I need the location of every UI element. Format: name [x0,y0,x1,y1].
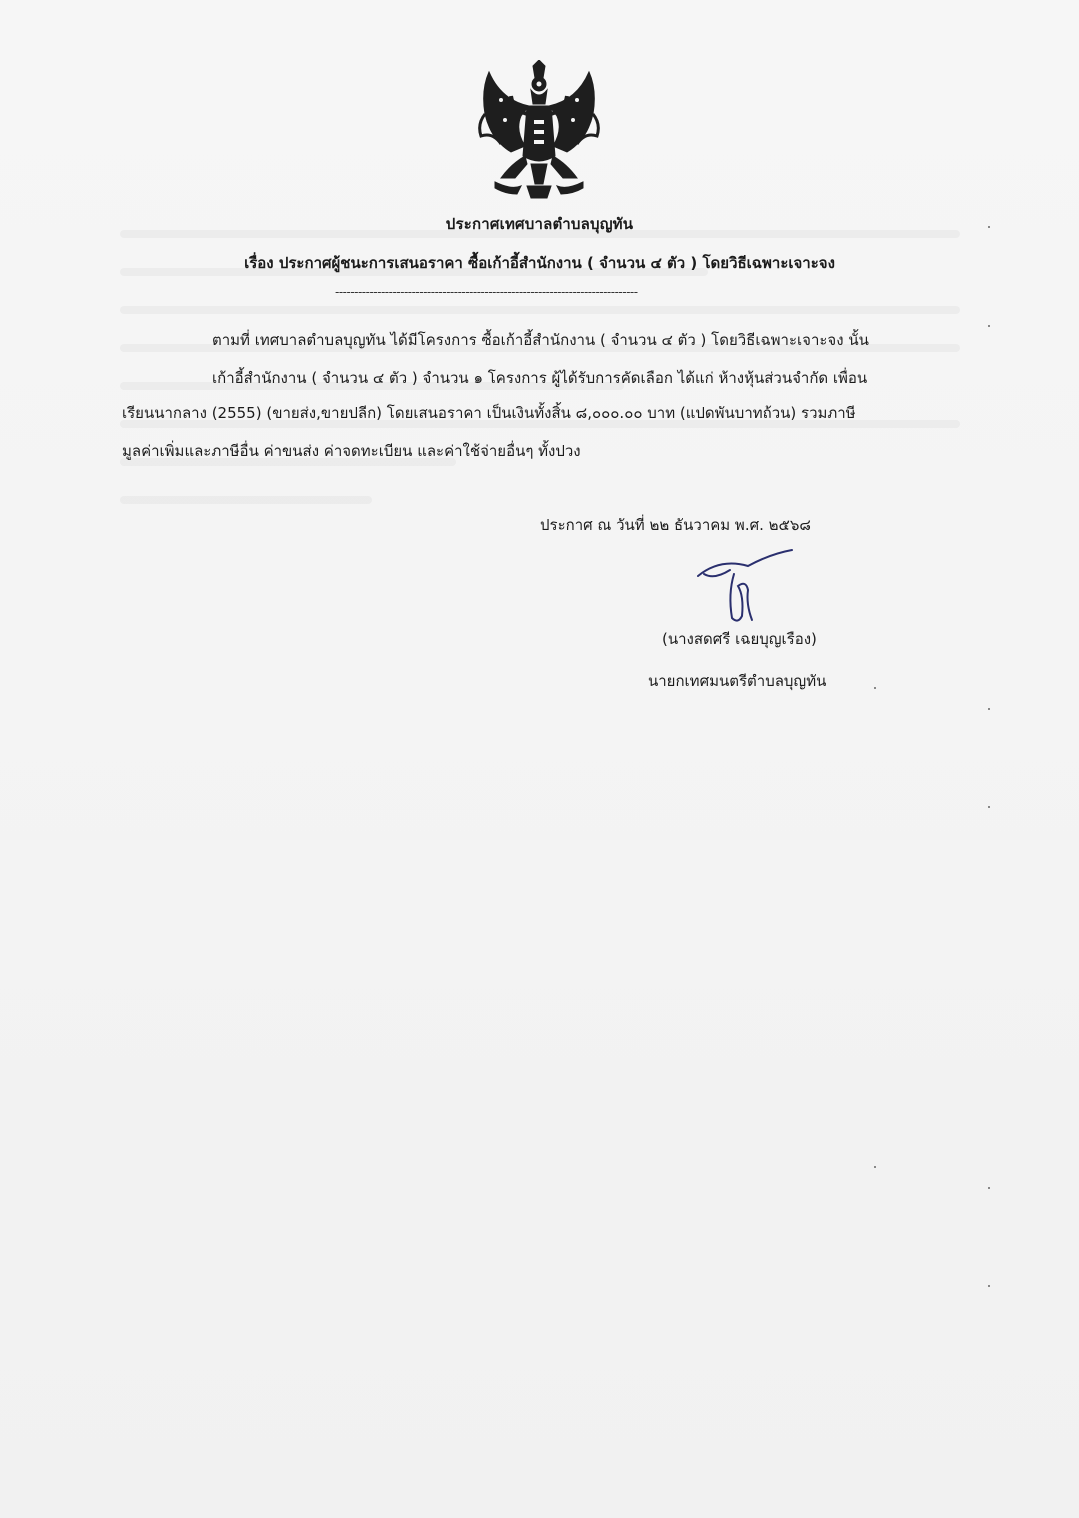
handwritten-signature [690,546,800,626]
scan-speck [988,708,990,710]
subject-title: เรื่อง ประกาศผู้ชนะการเสนอราคา ซื้อเก้าอี้สำนักงาน ( จำนวน ๔ ตัว ) โดยวิธีเฉพาะเจาะจง [244,254,835,272]
body-line-4: มูลค่าเพิ่มและภาษีอื่น ค่าขนส่ง ค่าจดทะเบียน และค่าใช้จ่ายอื่นๆ ทั้งปวง [122,442,581,460]
body-line-2: เก้าอี้สำนักงาน ( จำนวน ๔ ตัว ) จำนวน ๑ โครงการ ผู้ได้รับการคัดเลือก ได้แก่ ห้างหุ้นส่วนจำกัด เพื่อน [212,369,868,387]
body-line-3: เรียนนากลาง (2555) (ขายส่ง,ขายปลีก) โดยเสนอราคา เป็นเงินทั้งสิ้น ๘,๐๐๐.๐๐ บาท (แปดพันบาทถ้วน) รวมภาษี [122,404,856,422]
signatory-name: (นางสดศรี เฉยบุญเรือง) [662,630,817,648]
scan-speck [988,1187,990,1189]
scan-speck [988,806,990,808]
scan-speck [874,1166,876,1168]
scan-speck [988,1285,990,1287]
divider-line: ------------------------------------------------------------------------------- [335,285,638,299]
announcer-title: ประกาศเทศบาลตำบลบุญทัน [445,215,634,233]
garuda-emblem-icon [471,60,607,200]
body-line-1: ตามที่ เทศบาลตำบลบุญทัน ได้มีโครงการ ซื้อเก้าอี้สำนักงาน ( จำนวน ๔ ตัว ) โดยวิธีเฉพาะเจาะจง นั้น [212,331,869,349]
scan-speck [988,226,990,228]
scan-speck [874,687,876,689]
signatory-position: นายกเทศมนตรีตำบลบุญทัน [648,672,827,690]
scan-speck [988,325,990,327]
announcement-date: ประกาศ ณ วันที่ ๒๒ ธันวาคม พ.ศ. ๒๕๖๘ [540,516,811,534]
